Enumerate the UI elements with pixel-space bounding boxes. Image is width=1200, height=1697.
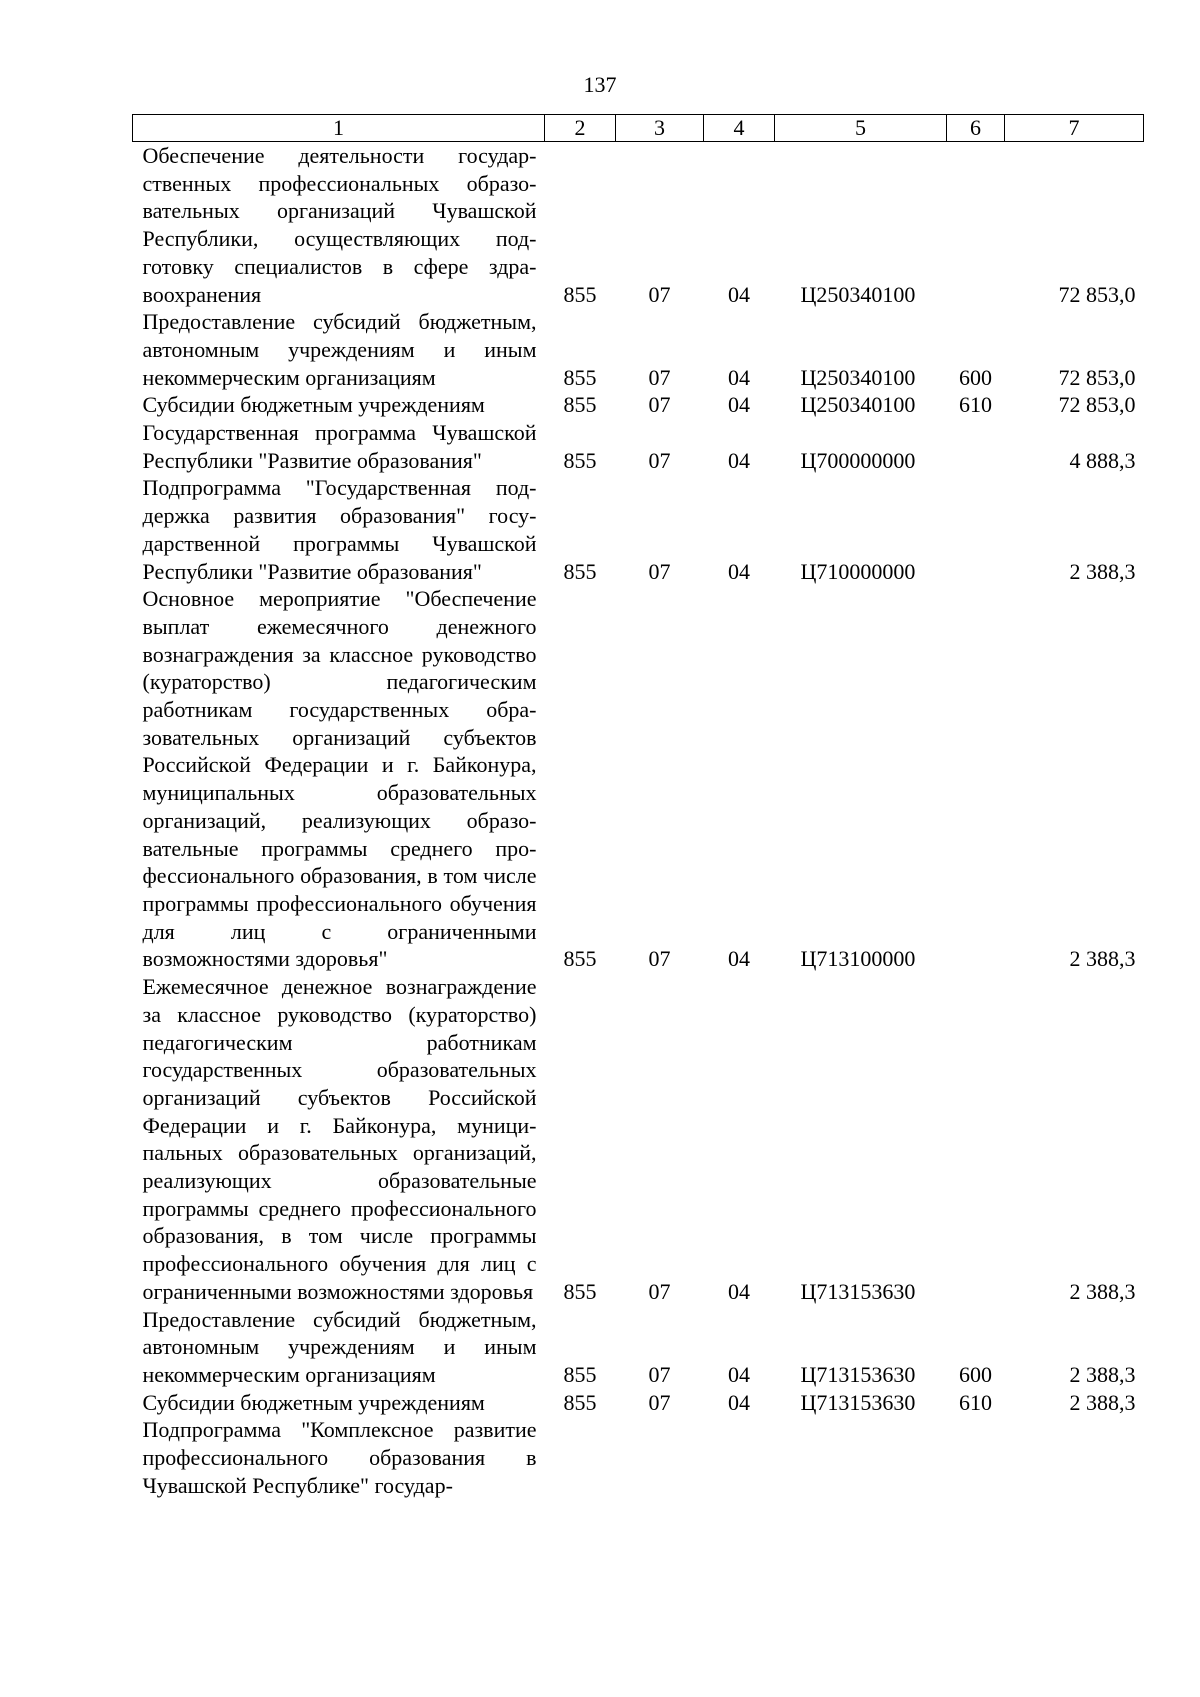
row-description: Предоставление субсидий бюджетным, автономным учреждениям и иным некоммерческим организациям (142, 1306, 537, 1387)
row-expense-type (947, 973, 1005, 1305)
row-description: Подпрограмма "Государственная поддержка развития образования" государственной программы Чувашской Республики "Развитие образования" (142, 475, 537, 584)
row-amount: 2 388,3 (1069, 1361, 1136, 1387)
header-col-7: 7 (1005, 115, 1144, 142)
row-section: 07 (648, 1389, 671, 1415)
row-expense-type (947, 1416, 1005, 1499)
page-number: 137 (583, 72, 617, 97)
row-ministry (545, 1416, 616, 1499)
row-section: 07 (648, 946, 671, 972)
table-body (133, 142, 1144, 1500)
row-section: 07 (648, 281, 671, 307)
row-target: Ц250340100 (800, 392, 916, 418)
row-section: 07 (648, 447, 671, 473)
row-description: Субсидии бюджетным учреждениям (142, 392, 485, 418)
row-target: Ц713153630 (800, 1389, 916, 1415)
row-target: Ц713153630 (800, 1278, 916, 1304)
row-ministry: 855 (563, 946, 597, 972)
row-ministry: 855 (563, 1361, 597, 1387)
table-row (133, 585, 1144, 973)
row-amount: 4 888,3 (1069, 447, 1136, 473)
budget-table (132, 114, 1144, 1499)
row-section: 07 (648, 392, 671, 418)
row-expense-type (947, 474, 1005, 585)
table-row (133, 419, 1144, 474)
row-subsection (704, 1416, 775, 1499)
row-amount: 2 388,3 (1069, 1389, 1136, 1415)
table-row (133, 973, 1144, 1305)
row-expense-type (947, 419, 1005, 474)
row-ministry: 855 (563, 364, 597, 390)
row-target: Ц710000000 (800, 558, 916, 584)
table-row (133, 474, 1144, 585)
row-expense-type: 600 (959, 364, 992, 390)
row-subsection: 04 (728, 1361, 750, 1387)
row-expense-type (947, 585, 1005, 973)
row-ministry: 855 (563, 392, 597, 418)
row-description: Субсидии бюджетным учреждениям (142, 1389, 485, 1415)
row-section: 07 (648, 558, 671, 584)
row-target (775, 1416, 947, 1499)
row-ministry: 855 (563, 1278, 597, 1304)
row-subsection: 04 (728, 1389, 750, 1415)
row-amount: 72 853,0 (1058, 281, 1136, 307)
row-amount: 72 853,0 (1058, 364, 1136, 390)
row-expense-type: 600 (959, 1361, 992, 1387)
row-description: Ежемесячное денежное вознаграждение за классное руководство (кураторство) педагогическим работникам государственных образовательных организаций субъектов Российской Федерации и г. Байконура, муниципальных образовательных организаций, реализующих образовательные программы среднего профессионального образования, в том числе программы профессионального обучения для лиц с ограниченными возможностями здоровья (142, 974, 537, 1304)
row-ministry: 855 (563, 281, 597, 307)
row-amount (1005, 1416, 1144, 1499)
row-ministry: 855 (563, 1389, 597, 1415)
row-amount: 2 388,3 (1069, 558, 1136, 584)
header-row (133, 115, 1144, 142)
row-description: Предоставление субсидий бюджетным, автономным учреждениям и иным некоммерческим организациям (142, 309, 537, 390)
row-target: Ц713153630 (800, 1361, 916, 1387)
header-col-1: 1 (133, 115, 545, 142)
table-row (133, 391, 1144, 419)
header-col-5: 5 (775, 115, 947, 142)
row-subsection: 04 (728, 946, 750, 972)
row-section: 07 (648, 1361, 671, 1387)
row-description: Основное мероприятие "Обеспечение выплат ежемесячного денежного вознаграждения за классное руководство (кураторство) педагогическим работникам государственных образовательных организаций субъектов Российской Федерации и г. Байконура, муниципальных образовательных организаций, реализующих образовательные программы среднего профессионального образования, в том числе программы профессионального обучения для лиц с ограниченными возможностями здоровья" (142, 586, 537, 972)
table-row (133, 308, 1144, 391)
row-section (616, 1416, 704, 1499)
header-col-2: 2 (545, 115, 616, 142)
row-target: Ц250340100 (800, 281, 916, 307)
row-description: Государственная программа Чувашской Республики "Развитие образования" (142, 420, 537, 473)
row-amount: 2 388,3 (1069, 946, 1136, 972)
table-row (133, 1416, 1144, 1499)
header-col-6: 6 (947, 115, 1005, 142)
row-ministry: 855 (563, 558, 597, 584)
row-section: 07 (648, 364, 671, 390)
table-row (133, 1389, 1144, 1417)
row-description: Обеспечение деятельности государственных профессиональных образовательных организаций Чувашской Республики, осуществляющих подготовку специалистов в сфере здравоохранения (142, 143, 537, 307)
row-target: Ц700000000 (800, 447, 916, 473)
table-header (133, 115, 1144, 142)
row-amount: 72 853,0 (1058, 392, 1136, 418)
row-expense-type: 610 (959, 392, 992, 418)
row-description: Подпрограмма "Комплексное развитие профессионального образования в Чувашской Республике" государ- (142, 1417, 537, 1498)
row-target: Ц713100000 (800, 946, 916, 972)
row-subsection: 04 (728, 392, 750, 418)
row-section: 07 (648, 1278, 671, 1304)
row-ministry: 855 (563, 447, 597, 473)
row-amount: 2 388,3 (1069, 1278, 1136, 1304)
header-col-4: 4 (704, 115, 775, 142)
table-row (133, 142, 1144, 309)
row-expense-type (947, 142, 1005, 309)
row-subsection: 04 (728, 447, 750, 473)
row-target: Ц250340100 (800, 364, 916, 390)
row-subsection: 04 (728, 364, 750, 390)
table-row (133, 1306, 1144, 1389)
header-col-3: 3 (616, 115, 704, 142)
row-expense-type: 610 (959, 1389, 992, 1415)
row-subsection: 04 (728, 558, 750, 584)
row-subsection: 04 (728, 281, 750, 307)
row-subsection: 04 (728, 1278, 750, 1304)
